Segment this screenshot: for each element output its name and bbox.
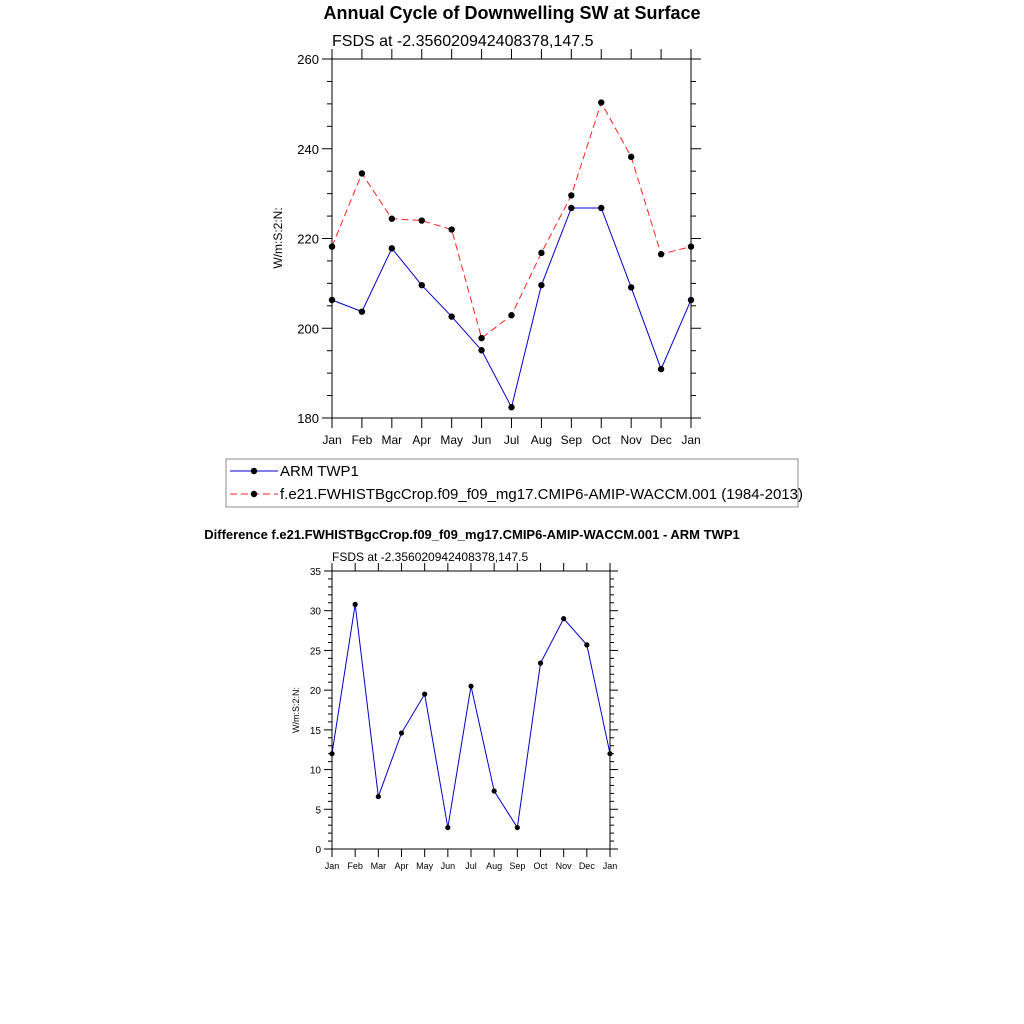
data-point: [419, 282, 425, 288]
data-point: [628, 284, 634, 290]
difference-chart: [204, 527, 740, 871]
x-tick-label: Mar: [381, 433, 403, 447]
data-point: [584, 642, 589, 647]
x-tick-label: Nov: [620, 433, 642, 447]
y-tick-label: 200: [297, 321, 319, 337]
data-point: [538, 250, 544, 256]
x-tick-label: Oct: [533, 861, 548, 871]
x-tick-label: Apr: [394, 861, 409, 871]
x-tick-label: Jan: [681, 433, 701, 447]
x-tick-label: May: [416, 861, 434, 871]
y-tick-label: 5: [315, 805, 321, 817]
y-tick-label: 220: [297, 231, 319, 247]
series-group: [329, 99, 694, 410]
data-point: [419, 217, 425, 223]
x-tick-label: Feb: [347, 861, 363, 871]
y-tick-label: 15: [309, 725, 321, 737]
y-tick-label: 35: [309, 567, 321, 578]
data-point: [448, 313, 454, 319]
y-tick-labels-difference: [310, 567, 322, 856]
x-tick-labels: [322, 433, 700, 447]
chart-subtitle-difference: FSDS at -2.356020942408378,147.5: [332, 550, 529, 564]
y-tick-labels: [297, 52, 319, 426]
x-tick-label: Dec: [650, 433, 672, 447]
y-tick-label: 25: [309, 646, 321, 658]
x-tick-label: Feb: [351, 433, 373, 447]
data-point: [508, 312, 514, 318]
data-point: [399, 730, 404, 735]
data-point: [478, 347, 484, 353]
plot-frame: [332, 59, 691, 418]
axis-ticks: [322, 49, 701, 428]
series-line-0: [332, 604, 610, 827]
series-group-difference: [329, 602, 612, 830]
x-tick-label: Jul: [503, 433, 520, 447]
legend-marker-model: [251, 491, 257, 497]
x-tick-label: Apr: [412, 433, 432, 447]
data-point: [508, 404, 514, 410]
x-tick-label: Sep: [560, 433, 583, 447]
x-tick-label: Jul: [465, 861, 477, 871]
plot-frame-difference: [332, 571, 610, 849]
data-point: [448, 226, 454, 232]
y-tick-label: 20: [309, 686, 321, 698]
data-point: [568, 192, 574, 198]
series-line-0: [332, 208, 691, 407]
legend-entry-model: [230, 486, 803, 503]
x-tick-labels-difference: [325, 861, 618, 871]
x-tick-label: Jun: [471, 433, 492, 447]
data-point: [598, 205, 604, 211]
x-tick-label: Aug: [530, 433, 553, 447]
data-point: [359, 170, 365, 176]
data-point: [658, 366, 664, 372]
chart-subtitle: FSDS at -2.356020942408378,147.5: [332, 33, 594, 50]
data-point: [538, 282, 544, 288]
x-tick-label: Oct: [591, 433, 611, 447]
data-point: [359, 308, 365, 314]
data-point: [389, 245, 395, 251]
x-tick-label: Jan: [602, 861, 618, 871]
x-tick-label: Jan: [324, 861, 340, 871]
legend-label-arm: ARM TWP1: [280, 463, 359, 480]
x-tick-label: Dec: [578, 861, 595, 871]
y-axis-label-difference: W/m:S:2:N:: [291, 686, 301, 734]
annual-cycle-chart: [271, 3, 701, 447]
data-point: [445, 825, 450, 830]
data-point: [658, 251, 664, 257]
data-point: [515, 825, 520, 830]
legend-marker-arm: [251, 468, 257, 474]
y-tick-label: 10: [309, 765, 321, 777]
y-axis-label: W/m:S:2:N:: [271, 207, 285, 269]
legend: [226, 459, 803, 507]
chart-title-difference: Difference f.e21.FWHISTBgcCrop.f09_f09_mg17.CMIP6-AMIP-WACCM.001 - ARM TWP1: [204, 527, 740, 542]
data-point: [353, 602, 358, 607]
data-point: [568, 205, 574, 211]
data-point: [628, 154, 634, 160]
y-tick-label: 180: [297, 411, 319, 426]
x-tick-label: Nov: [555, 861, 572, 871]
chart-title: Annual Cycle of Downwelling SW at Surface: [323, 3, 701, 23]
y-tick-label: 30: [309, 606, 321, 618]
y-tick-label: 260: [297, 52, 319, 67]
data-point: [561, 616, 566, 621]
x-tick-label: Sep: [509, 861, 526, 871]
data-point: [598, 99, 604, 105]
data-point: [492, 788, 497, 793]
data-point: [389, 216, 395, 222]
y-tick-label: 0: [315, 845, 321, 856]
x-tick-label: May: [440, 433, 464, 447]
data-point: [376, 794, 381, 799]
x-tick-label: Jun: [440, 861, 456, 871]
legend-label-model: f.e21.FWHISTBgcCrop.f09_f09_mg17.CMIP6-AMIP-WACCM.001 (1984-2013): [280, 486, 803, 503]
data-point: [478, 335, 484, 341]
data-point: [538, 661, 543, 666]
x-tick-label: Jan: [322, 433, 342, 447]
y-tick-label: 240: [297, 141, 319, 157]
x-tick-label: Aug: [486, 861, 503, 871]
data-point: [468, 684, 473, 689]
x-tick-label: Mar: [370, 861, 387, 871]
data-point: [422, 692, 427, 697]
